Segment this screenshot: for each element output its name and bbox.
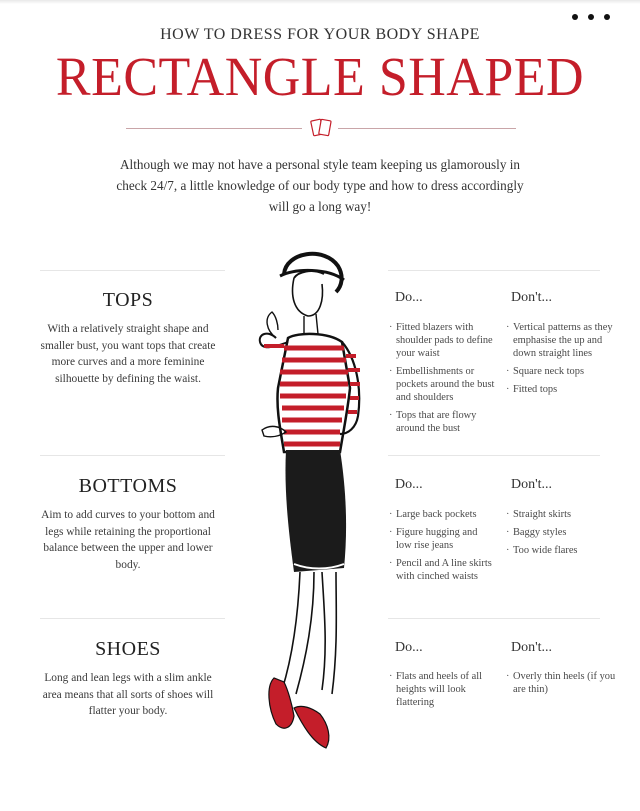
list-item: · Fitted blazers with shoulder pads to define your waist [389,321,495,360]
list-item: · Overly thin heels (if you are thin) [506,670,618,696]
playing-cards-icon [306,117,336,139]
section-title-tops: TOPS [102,289,154,311]
dont-heading: Don't... [511,640,553,655]
list-item: · Figure hugging and low rise jeans [389,526,495,552]
more-options-icon[interactable] [572,8,610,26]
kicker-title: HOW TO DRESS FOR YOUR BODY SHAPE [160,26,480,43]
separator [40,455,225,456]
intro-paragraph: Although we may not have a personal style team keeping us glamorously in check 24/7, a little knowledge of our body type and how to dress accordingly will go a long way! [116,157,524,214]
do-heading: Do... [395,477,423,492]
list-item: · Flats and heels of all heights will look flattering [389,670,499,709]
list-item: · Fitted tops [506,383,618,396]
do-heading: Do... [395,290,423,305]
section-body-shoes: Long and lean legs with a slim ankle area means that all sorts of shoes will flatter your body. [42,672,214,717]
shoes-dont-list [506,670,618,701]
list-item: · Embellishments or pockets around the bust and shoulders [389,365,495,404]
list-item: · Tops that are flowy around the bust [389,409,495,435]
separator [40,618,225,619]
separator [388,455,600,456]
list-item: · Large back pockets [389,508,495,521]
list-item: · Too wide flares [506,544,618,557]
separator [388,270,600,271]
tops-do-list [389,321,495,440]
separator [40,270,225,271]
section-body-bottoms: Aim to add curves to your bottom and legs while retaining the proportional balance between the upper and lower body. [41,509,215,571]
shoes-do-list [389,670,499,714]
divider-left [126,128,302,129]
bottoms-dont-list [506,508,618,562]
top-shadow [0,0,640,4]
list-item: · Straight skirts [506,508,618,521]
dont-heading: Don't... [511,477,553,492]
list-item: · Vertical patterns as they emphasise the up and down straight lines [506,321,618,360]
do-heading: Do... [395,640,423,655]
list-item: · Pencil and A line skirts with cinched waists [389,557,495,583]
woman-illustration [232,238,382,758]
list-item: · Baggy styles [506,526,618,539]
divider-right [338,128,516,129]
section-title-shoes: SHOES [95,638,161,660]
dont-heading: Don't... [511,290,553,305]
section-body-tops: With a relatively straight shape and smaller bust, you want tops that create more curves and a more feminine silhouette by defining the waist. [40,323,216,385]
bottoms-do-list [389,508,495,588]
section-title-bottoms: BOTTOMS [78,475,178,497]
tops-dont-list [506,321,618,401]
list-item: · Square neck tops [506,365,618,378]
headline: RECTANGLE SHAPED [55,47,585,108]
separator [388,618,600,619]
